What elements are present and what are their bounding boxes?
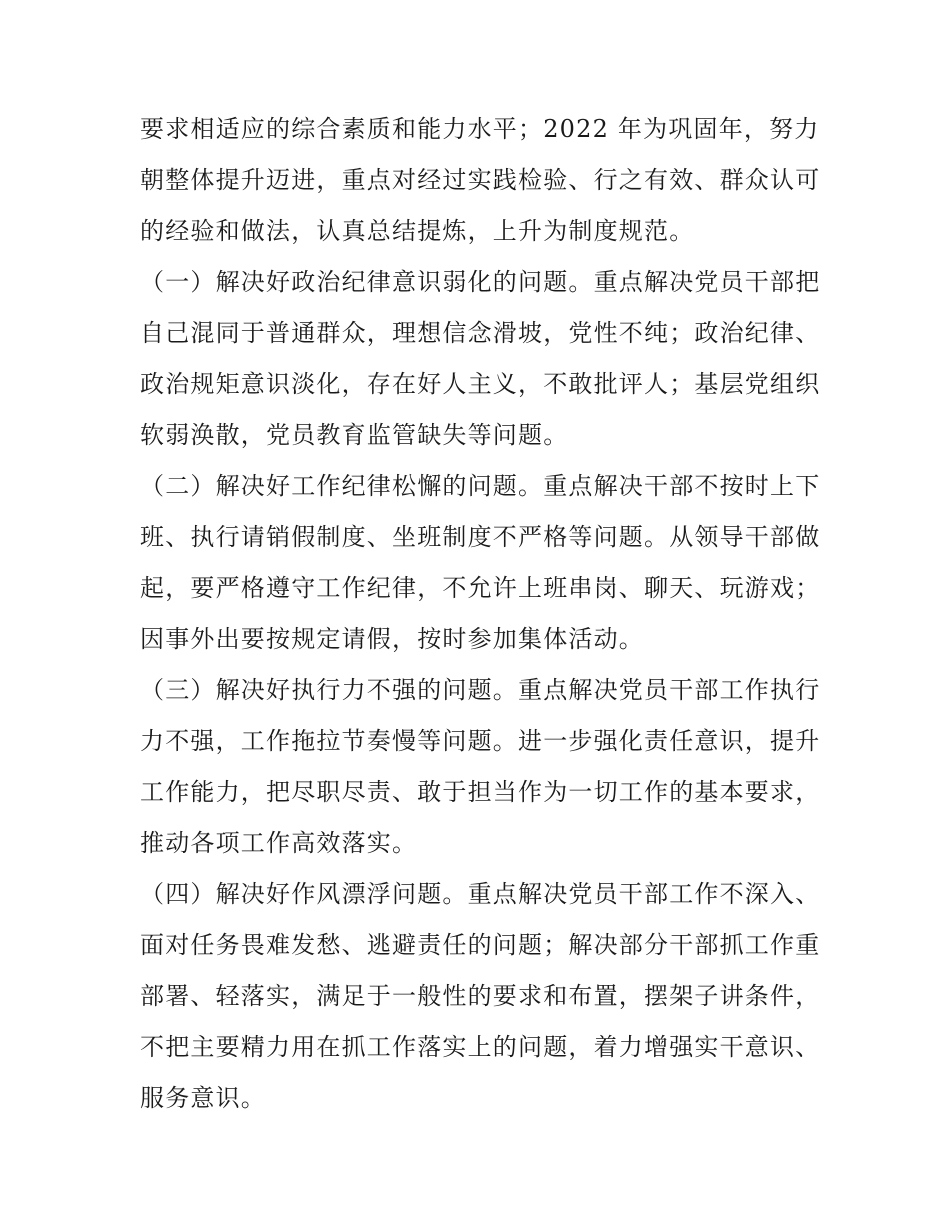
paragraph-section-4	[140, 869, 820, 1124]
text-line: （四）解决好作风漂浮问题。重点解决党员干部工作不深入、	[140, 880, 821, 908]
text-line: 软弱涣散，党员教育监管缺失等问题。	[140, 421, 569, 449]
text-line: 起，要严格遵守工作纪律，不允许上班串岗、聊天、玩游戏；	[140, 574, 821, 602]
text-line: 要求相适应的综合素质和能力水平；2022 年为巩固年，努力	[140, 115, 820, 143]
text-line: 推动各项工作高效落实。	[140, 829, 418, 857]
paragraph-section-1	[140, 257, 820, 461]
text-line: 自己混同于普通群众，理想信念滑坡，党性不纯；政治纪律、	[140, 319, 821, 347]
text-line: （一）解决好政治纪律意识弱化的问题。重点解决党员干部把	[140, 268, 821, 296]
text-line: 因事外出要按规定请假，按时参加集体活动。	[140, 625, 644, 653]
text-line: 班、执行请销假制度、坐班制度不严格等问题。从领导干部做	[140, 523, 821, 551]
text-line: 工作能力，把尽职尽责、敢于担当作为一切工作的基本要求，	[140, 778, 821, 806]
paragraph-section-3	[140, 665, 820, 869]
text-line: （三）解决好执行力不强的问题。重点解决党员干部工作执行	[140, 676, 821, 704]
text-line: 不把主要精力用在抓工作落实上的问题，着力增强实干意识、	[140, 1033, 821, 1061]
text-line: 部署、轻落实，满足于一般性的要求和布置，摆架子讲条件，	[140, 982, 821, 1010]
text-line: （二）解决好工作纪律松懈的问题。重点解决干部不按时上下	[140, 472, 821, 500]
text-line: 力不强，工作拖拉节奏慢等问题。进一步强化责任意识，提升	[140, 727, 821, 755]
paragraph-intro-continuation	[140, 104, 820, 257]
paragraph-section-2	[140, 461, 820, 665]
text-line: 的经验和做法，认真总结提炼，上升为制度规范。	[140, 217, 695, 245]
text-line: 朝整体提升迈进，重点对经过实践检验、行之有效、群众认可	[140, 166, 821, 194]
text-line: 面对任务畏难发愁、逃避责任的问题；解决部分干部抓工作重	[140, 931, 821, 959]
text-line: 服务意识。	[140, 1084, 266, 1112]
document-body	[140, 104, 820, 1124]
text-line: 政治规矩意识淡化，存在好人主义，不敢批评人；基层党组织	[140, 370, 821, 398]
